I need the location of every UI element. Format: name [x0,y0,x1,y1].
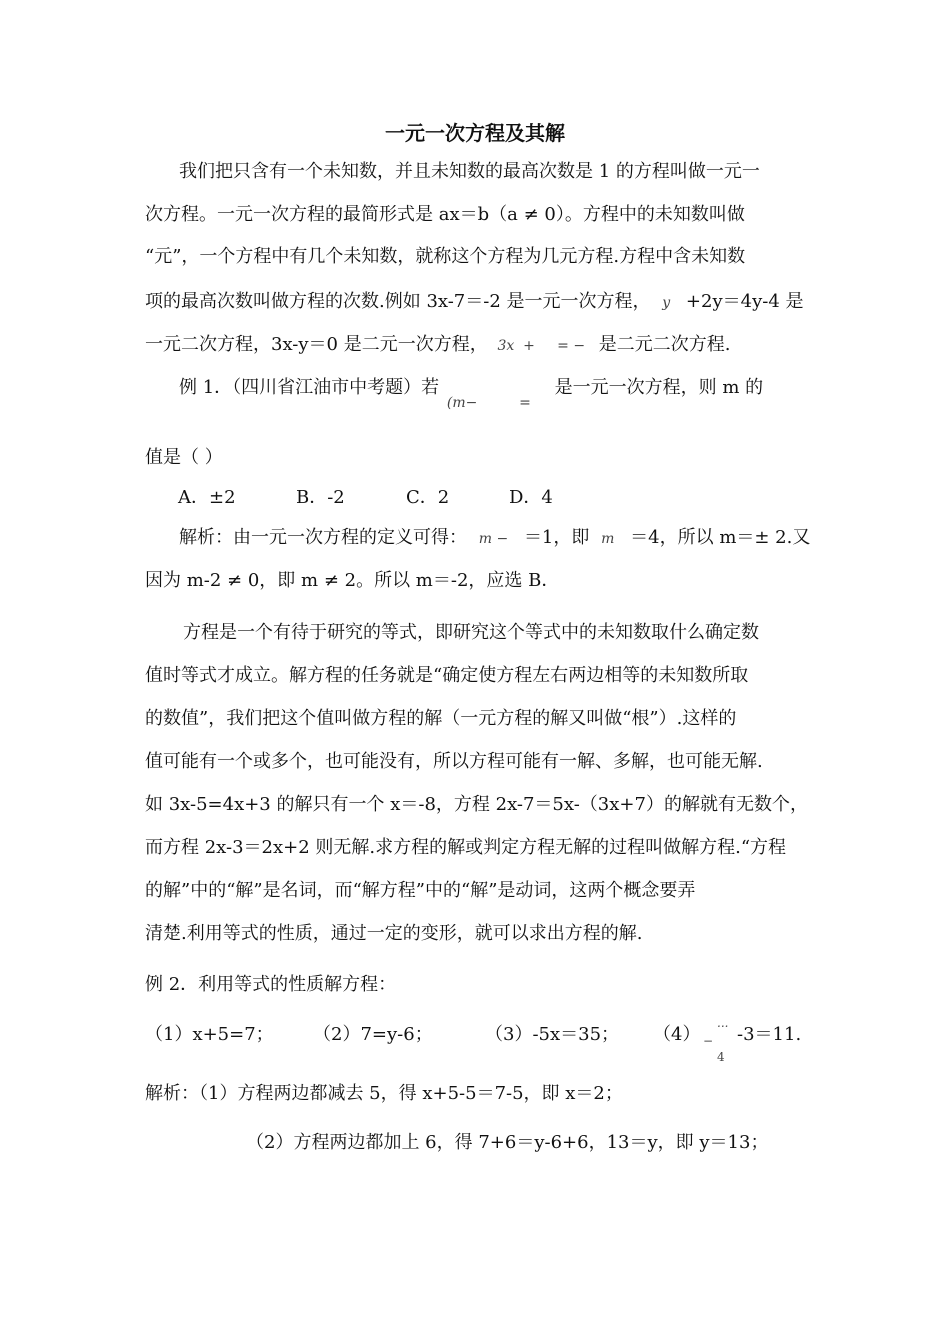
example-2-questions [145,1016,810,1064]
paragraph-2-line-4: 值可能有一个或多个，也可能没有，所以方程可能有一解、多解，也可能无解. [145,751,763,772]
example-1-equation-left: (m− [446,395,478,411]
question-3: （3）-5x＝35； [485,1024,620,1045]
question-2: （2）7=y-6； [313,1024,433,1045]
question-4-tail: -3＝11. [737,1024,802,1045]
solution-text-mid: ＝1，即 [523,527,590,548]
inline-equation: 3x + = − [497,338,586,354]
question-4-label: （4） [653,1024,701,1045]
example-1-label: 例 1．（四川省江油市中考题）若 [179,377,440,398]
example-1-question [179,376,844,411]
example-1-solution-line-1 [179,526,844,551]
example-2-title: 例 2．利用等式的性质解方程： [145,974,397,995]
paragraph-1-line-5-text: 一元二次方程，3x-y＝0 是二元一次方程， [145,334,488,355]
example-1-equation-right: = [519,395,531,411]
choice-b: B．-2 [296,487,345,508]
solution-text-tail: ＝4，所以 m＝± 2.又 [630,527,811,548]
paragraph-2-line-8: 清楚.利用等式的性质，通过一定的变形，就可以求出方程的解. [145,923,643,944]
paragraph-2-line-7: 的解”中的“解”是名词，而“解方程”中的“解”是动词，这两个概念要弄 [145,880,696,901]
question-1: （1）x+5=7； [145,1024,274,1045]
example-2-solution-line-2: （2）方程两边都加上 6，得 7+6＝y-6+6，13＝y，即 y＝13； [246,1132,769,1153]
paragraph-2-line-1: 方程是一个有待于研究的等式，即研究这个等式中的未知数取什么确定数 [183,622,759,643]
paragraph-2-line-6: 而方程 2x-3＝2x+2 则无解.求方程的解或判定方程无解的过程叫做解方程.“方程 [145,837,787,858]
paragraph-1-line-4-text: 项的最高次数叫做方程的次数.例如 3x-7＝-2 是一元一次方程， [145,291,651,312]
inline-equation: m − [478,531,509,547]
example-1-choices [178,486,843,510]
paragraph-1-line-3: “元”，一个方程中有几个未知数，就称这个方程为几元方程.方程中含未知数 [145,246,746,267]
choice-c: C．2 [406,487,450,508]
choice-a: A．±2 [178,487,236,508]
paragraph-2-line-5: 如 3x-5=4x+3 的解只有一个 x＝-8，方程 2x-7＝5x-（3x+7）的解就有无数个， [145,794,808,815]
paragraph-2-line-2: 值时等式才成立。解方程的任务就是“确定使方程左右两边相等的未知数所取 [145,665,749,686]
fraction-minus-sign: − [703,1034,714,1048]
example-1-blank: 值是（ ） [145,447,223,468]
paragraph-1-line-5 [145,333,810,358]
solution-text: 解析：由一元一次方程的定义可得： [179,527,467,548]
choice-d: D．4 [509,487,553,508]
example-1-solution-line-2: 因为 m-2 ≠ 0，即 m ≠ 2。所以 m＝-2，应选 B． [145,570,560,591]
paragraph-1-line-1: 我们把只含有一个未知数，并且未知数的最高次数是 1 的方程叫做一元一 [179,161,760,182]
paragraph-1-line-2: 次方程。一元一次方程的最简形式是 ax＝b（a ≠ 0）。方程中的未知数叫做 [145,204,745,225]
paragraph-1-line-4 [145,290,810,315]
example-1-question-tail: 是一元一次方程，则 m 的 [554,377,764,398]
example-2-solution-line-1: 解析：（1）方程两边都减去 5，得 x+5-5＝7-5，即 x＝2； [145,1083,623,1104]
page-title: 一元一次方程及其解 [385,121,565,145]
fraction-numerator: ... [717,1016,729,1030]
fraction-denominator: 4 [717,1050,725,1064]
inline-equation: m [601,531,615,547]
inline-equation: y [662,295,671,311]
paragraph-1-line-5-tail: 是二元二次方程. [598,334,731,355]
paragraph-2-line-3: 的数值”，我们把这个值叫做方程的解（一元方程的解又叫做“根”）.这样的 [145,708,737,729]
paragraph-1-line-4-tail: +2y＝4y-4 是 [685,291,804,312]
